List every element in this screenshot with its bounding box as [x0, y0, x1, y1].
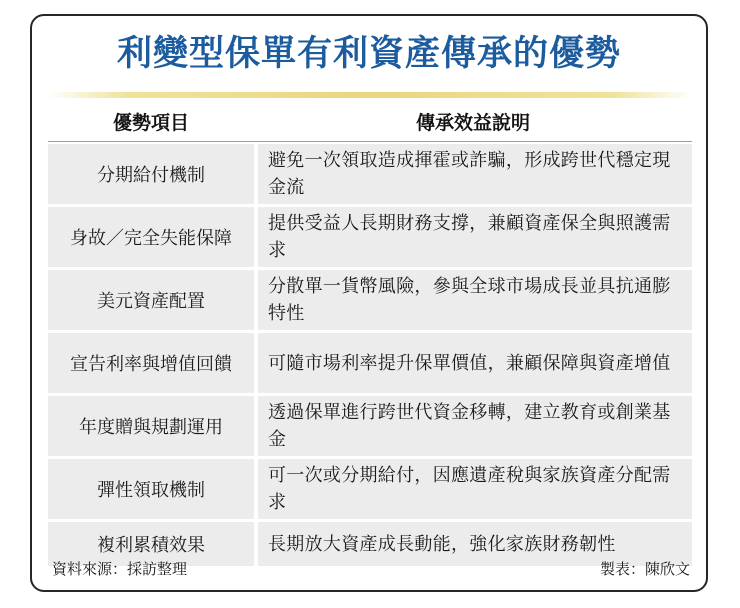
benefit-description: 可一次或分期給付，因應遺產稅與家族資產分配需求 — [258, 459, 692, 519]
benefit-description: 透過保單進行跨世代資金移轉，建立教育或創業基金 — [258, 396, 692, 456]
advantage-item: 年度贈與規劃運用 — [48, 396, 254, 456]
benefit-description: 可隨市場利率提升保單價值，兼顧保障與資產增值 — [258, 333, 692, 393]
header-benefit-column: 傳承效益說明 — [415, 111, 530, 134]
advantage-item: 美元資產配置 — [48, 270, 254, 330]
table-row — [48, 207, 692, 267]
header-item-column: 優勢項目 — [112, 111, 189, 134]
advantage-item: 彈性領取機制 — [48, 459, 254, 519]
table-row — [48, 333, 692, 393]
header-divider — [48, 141, 692, 142]
table-row — [48, 396, 692, 456]
author-credit: 製表：陳欣文 — [599, 560, 690, 578]
benefit-description: 避免一次領取造成揮霍或詐騙，形成跨世代穩定現金流 — [258, 144, 692, 204]
page-title: 利變型保單有利資產傳承的優勢 — [116, 34, 621, 74]
table-row — [48, 459, 692, 519]
footer — [52, 558, 690, 579]
advantage-item: 分期給付機制 — [48, 144, 254, 204]
table-body — [48, 144, 692, 569]
table-header — [48, 102, 692, 140]
infographic-frame — [30, 14, 708, 592]
advantage-item: 宣告利率與增值回饋 — [48, 333, 254, 393]
title-underline — [48, 92, 692, 98]
benefit-description: 分散單一貨幣風險，參與全球市場成長並具抗通膨特性 — [258, 270, 692, 330]
source-note: 資料來源：採訪整理 — [52, 560, 188, 578]
advantage-item: 身故／完全失能保障 — [48, 207, 254, 267]
table-row — [48, 270, 692, 330]
table-row — [48, 144, 692, 204]
advantage-item: 複利累積效果 — [48, 522, 254, 566]
benefit-description: 長期放大資產成長動能，強化家族財務韌性 — [258, 522, 692, 566]
benefit-description: 提供受益人長期財務支撐，兼顧資產保全與照護需求 — [258, 207, 692, 267]
